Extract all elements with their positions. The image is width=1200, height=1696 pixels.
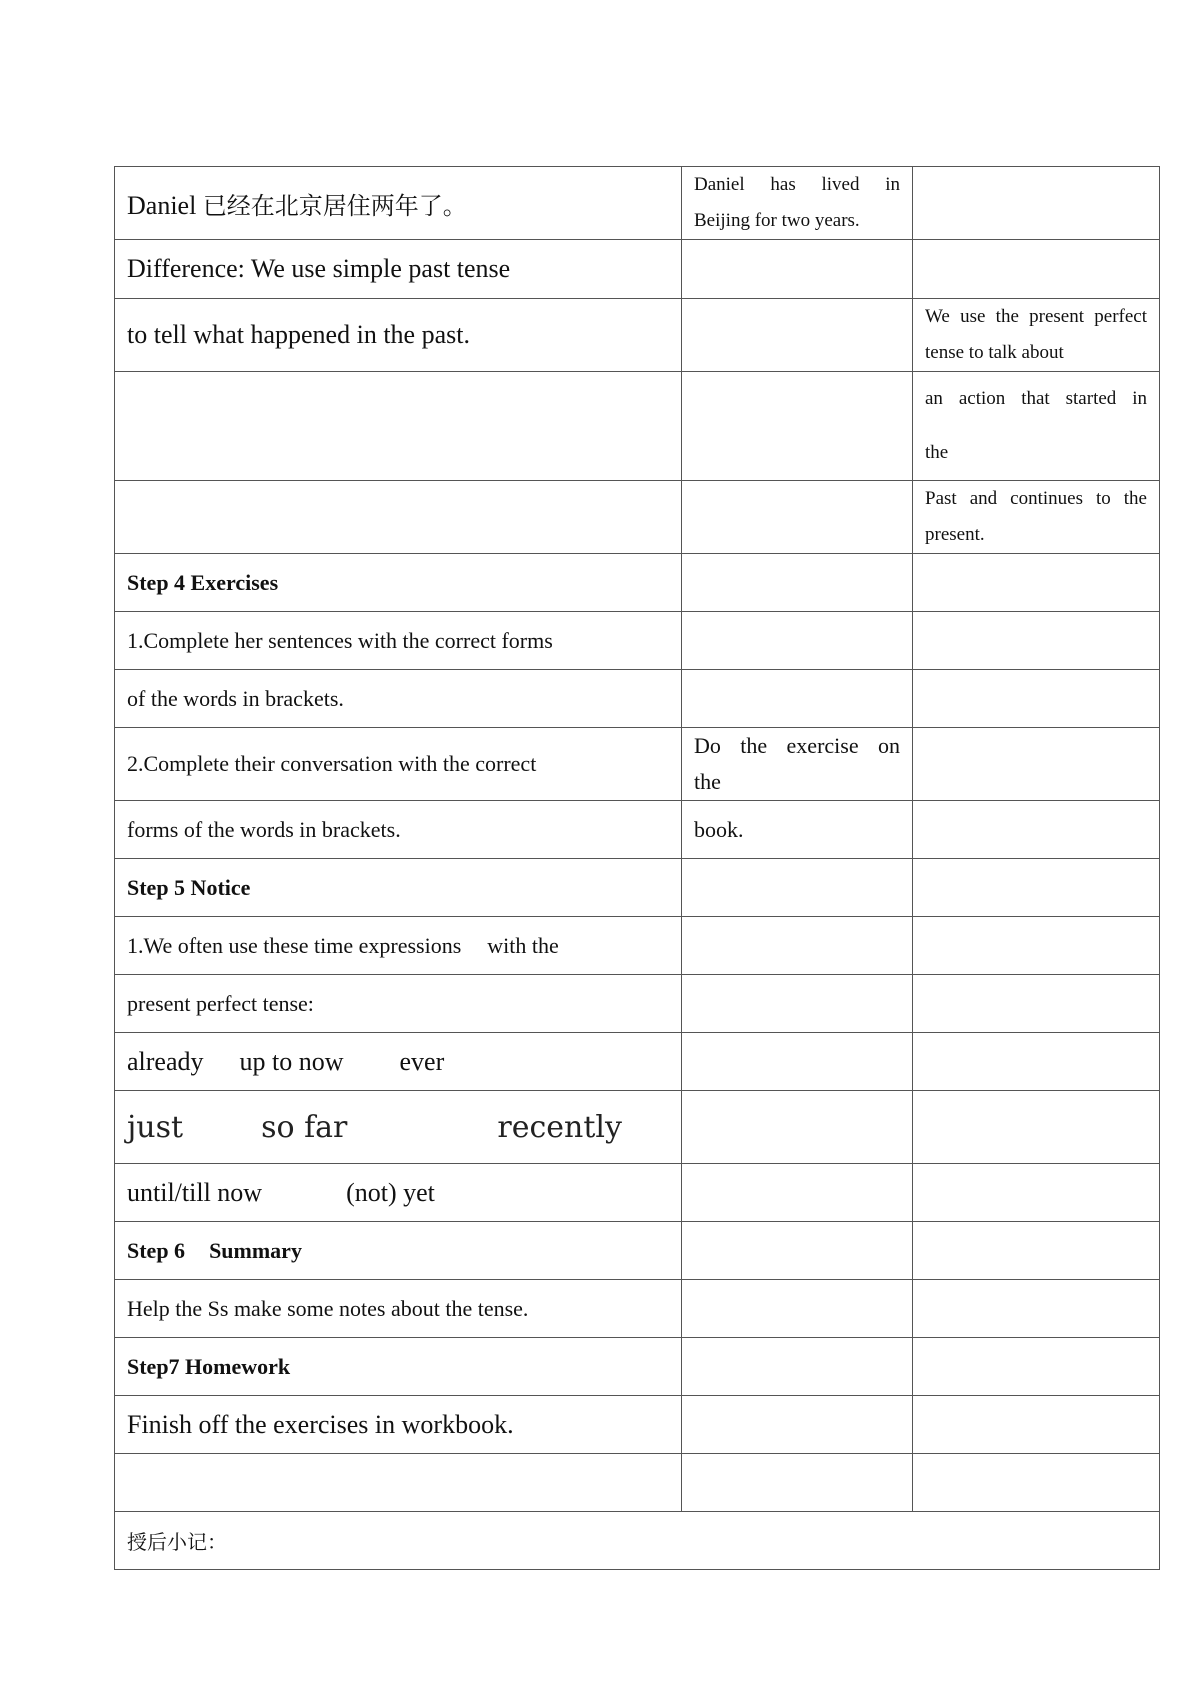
cell xyxy=(913,1338,1160,1396)
table-row xyxy=(115,1338,1160,1396)
table-row xyxy=(115,1033,1160,1091)
step-number: Step 6 xyxy=(127,1237,186,1263)
cell xyxy=(682,975,913,1033)
rule-line: tense to talk about xyxy=(925,342,1064,363)
sentence-zh: 已经在北京居住两年了。 xyxy=(202,191,467,220)
table-row xyxy=(115,801,1160,859)
cell xyxy=(913,554,1160,612)
cell xyxy=(115,1091,682,1164)
rule-line: Past and continues to the xyxy=(925,488,1147,509)
time-expression: up to now xyxy=(239,1046,344,1076)
cell xyxy=(913,1222,1160,1280)
time-expression: recently xyxy=(497,1109,622,1145)
cell xyxy=(115,372,682,481)
cell xyxy=(682,917,913,975)
cell xyxy=(913,670,1160,728)
table-row xyxy=(115,1512,1160,1570)
cell xyxy=(682,1091,913,1164)
table-row xyxy=(115,1396,1160,1454)
cell: Help the Ss make some notes about the tense. xyxy=(115,1280,682,1338)
cell xyxy=(913,917,1160,975)
cell xyxy=(115,481,682,554)
rule-line: We use the present perfect xyxy=(925,306,1147,327)
cell xyxy=(682,481,913,554)
example-line: Daniel has lived in xyxy=(694,174,900,195)
cell xyxy=(913,1091,1160,1164)
time-expression: so far xyxy=(261,1109,348,1145)
table-row xyxy=(115,1091,1160,1164)
cell xyxy=(115,1454,682,1512)
cell xyxy=(682,1222,913,1280)
table-row xyxy=(115,670,1160,728)
cell: Finish off the exercises in workbook. xyxy=(115,1396,682,1454)
cell xyxy=(682,1033,913,1091)
time-expression: (not) yet xyxy=(346,1177,435,1207)
cell: of the words in brackets. xyxy=(115,670,682,728)
cell: forms of the words in brackets. xyxy=(115,801,682,859)
cell: to tell what happened in the past. xyxy=(115,299,682,372)
example-line: Beijing for two years. xyxy=(694,210,860,231)
cell xyxy=(682,1164,913,1222)
time-expression: ever xyxy=(399,1046,445,1076)
cell xyxy=(682,1280,913,1338)
table-row xyxy=(115,481,1160,554)
instruction-line: Do the exercise on xyxy=(694,733,900,758)
cell: book. xyxy=(682,801,913,859)
sentence-en: Daniel xyxy=(127,190,197,220)
rule-line: an action that started in xyxy=(925,388,1147,409)
cell: 1.Complete her sentences with the correct forms xyxy=(115,612,682,670)
text-part: with the xyxy=(487,932,559,958)
cell xyxy=(913,1454,1160,1512)
instruction-line: the xyxy=(694,769,721,794)
cell xyxy=(682,859,913,917)
cell: present perfect tense: xyxy=(115,975,682,1033)
cell xyxy=(682,167,913,240)
cell xyxy=(913,240,1160,299)
table-row xyxy=(115,1164,1160,1222)
cell xyxy=(682,1396,913,1454)
text-part: 1.We often use these time expressions xyxy=(127,932,462,958)
cell xyxy=(115,917,682,975)
cell xyxy=(913,299,1160,372)
cell xyxy=(682,1454,913,1512)
step-title: Summary xyxy=(209,1237,302,1263)
table-row xyxy=(115,1222,1160,1280)
cell: 2.Complete their conversation with the correct xyxy=(115,728,682,801)
table-row xyxy=(115,554,1160,612)
rule-line: the xyxy=(925,442,949,463)
lesson-plan-table xyxy=(114,166,1160,1570)
step-heading: Step7 Homework xyxy=(115,1338,682,1396)
time-expression: just xyxy=(127,1109,184,1145)
cell xyxy=(913,728,1160,801)
cell xyxy=(682,670,913,728)
cell xyxy=(913,1033,1160,1091)
cell xyxy=(682,1338,913,1396)
table-row xyxy=(115,917,1160,975)
table-row xyxy=(115,859,1160,917)
cell xyxy=(913,1280,1160,1338)
cell xyxy=(682,728,913,801)
time-expression: until/till now xyxy=(127,1177,263,1207)
table-row xyxy=(115,975,1160,1033)
table-row xyxy=(115,299,1160,372)
time-expression: already xyxy=(127,1046,204,1076)
cell xyxy=(682,372,913,481)
step-heading: Step 5 Notice xyxy=(115,859,682,917)
table-row xyxy=(115,1454,1160,1512)
table-row xyxy=(115,612,1160,670)
cell: Difference: We use simple past tense xyxy=(115,240,682,299)
cell xyxy=(913,975,1160,1033)
table-row xyxy=(115,1280,1160,1338)
step-heading: Step 4 Exercises xyxy=(115,554,682,612)
cell xyxy=(682,299,913,372)
table-row xyxy=(115,167,1160,240)
cell xyxy=(913,372,1160,481)
cell xyxy=(913,1164,1160,1222)
cell xyxy=(913,1396,1160,1454)
cell xyxy=(913,612,1160,670)
table-row xyxy=(115,728,1160,801)
cell xyxy=(115,1164,682,1222)
cell xyxy=(913,167,1160,240)
cell xyxy=(913,859,1160,917)
cell xyxy=(682,612,913,670)
table-row xyxy=(115,240,1160,299)
rule-line: present. xyxy=(925,524,985,545)
cell xyxy=(682,554,913,612)
cell xyxy=(913,801,1160,859)
cell xyxy=(115,1033,682,1091)
cell xyxy=(682,240,913,299)
after-class-notes: 授后小记： xyxy=(115,1512,1160,1570)
table-row xyxy=(115,372,1160,481)
cell xyxy=(115,167,682,240)
step-heading xyxy=(115,1222,682,1280)
cell xyxy=(913,481,1160,554)
